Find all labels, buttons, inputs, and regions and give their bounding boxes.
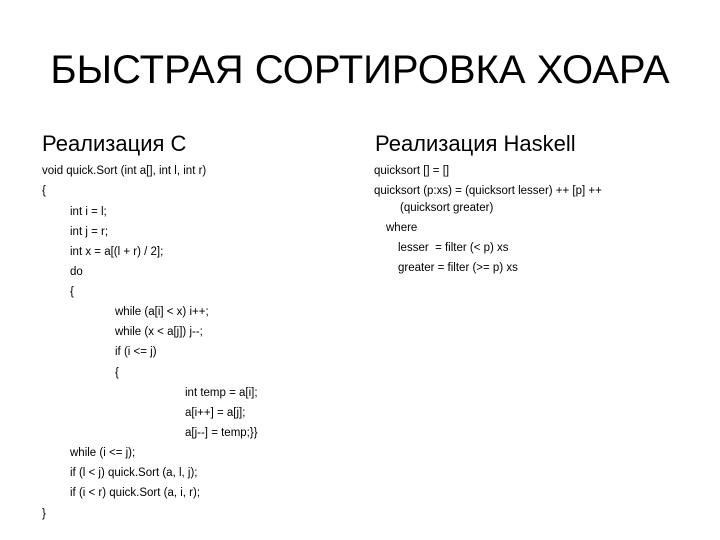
code-line: while (x < a[j]) j--;	[115, 326, 203, 338]
code-line: int j = r;	[70, 226, 109, 238]
code-line: lesser = filter (< p) xs	[398, 242, 509, 254]
code-line: void quick.Sort (int a[], int l, int r)	[42, 165, 207, 177]
c-implementation-heading: Реализация C	[42, 131, 187, 156]
code-line: quicksort (p:xs) = (quicksort lesser) ++ [p] ++	[374, 185, 602, 197]
code-line: {	[70, 286, 74, 298]
slide-title: БЫСТРАЯ СОРТИРОВКА ХОАРА	[50, 48, 670, 92]
code-line: where	[386, 222, 418, 234]
code-line: int i = l;	[70, 206, 107, 218]
code-line: greater = filter (>= p) xs	[398, 262, 518, 274]
code-line: }	[42, 508, 46, 520]
code-line: if (i <= j)	[115, 346, 157, 358]
code-line: quicksort [] = []	[374, 165, 450, 177]
code-line: while (a[i] < x) i++;	[115, 306, 209, 318]
code-line: int temp = a[i];	[185, 387, 258, 399]
code-line: int x = a[(l + r) / 2];	[70, 246, 164, 258]
code-line: if (i < r) quick.Sort (a, i, r);	[70, 487, 201, 499]
haskell-implementation-heading: Реализация Haskell	[375, 131, 576, 156]
code-line: a[j--] = temp;}}	[185, 427, 258, 439]
code-line: if (l < j) quick.Sort (a, l, j);	[70, 467, 198, 479]
code-line: {	[115, 367, 119, 379]
code-line: do	[70, 266, 83, 278]
code-line: (quicksort greater)	[400, 202, 494, 214]
code-line: a[i++] = a[j];	[185, 407, 246, 419]
code-line: while (i <= j);	[70, 447, 136, 459]
code-line: {	[42, 185, 46, 197]
